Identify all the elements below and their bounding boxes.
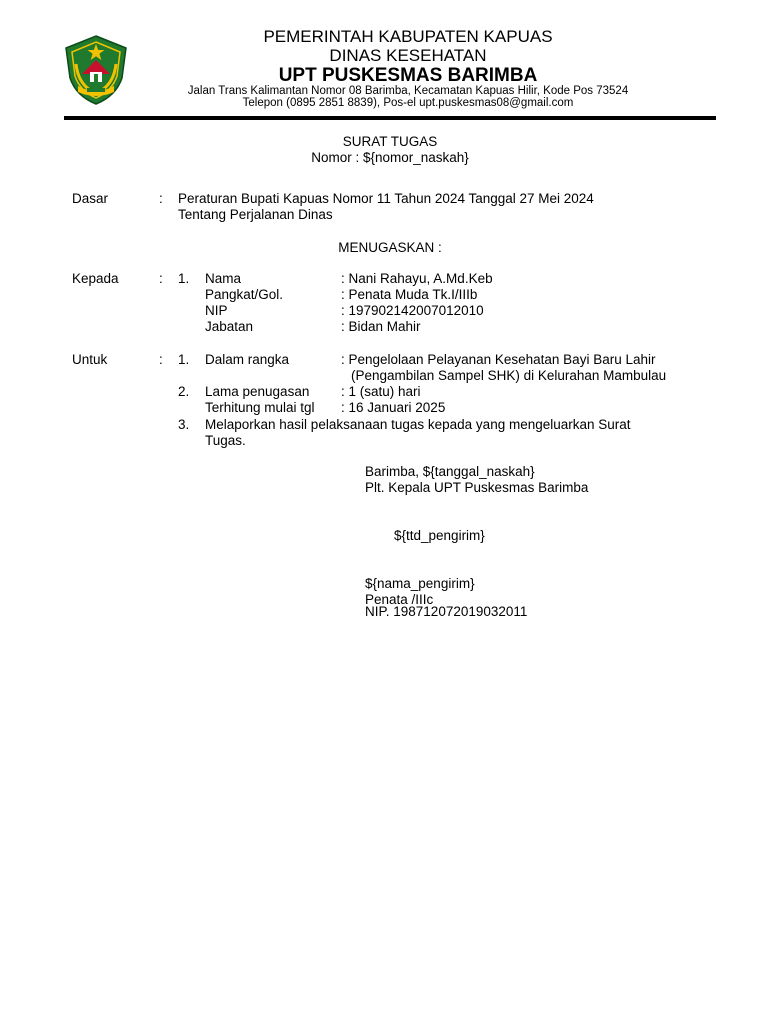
untuk-colon: : [159, 352, 163, 367]
menugaskan-heading: MENUGASKAN : [338, 240, 442, 255]
untuk-item-2-number: 2. [178, 384, 190, 399]
untuk-item-2-value: : 1 (satu) hari [341, 384, 421, 399]
signature-position: Plt. Kepala UPT Puskesmas Barimba [365, 480, 589, 495]
signature-nip: NIP. 198712072019032011 [365, 604, 528, 619]
dasar-line-2: Tentang Perjalanan Dinas [178, 207, 333, 222]
untuk-item-2b-value: : 16 Januari 2025 [341, 400, 446, 415]
untuk-item-1-key: Dalam rangka [205, 352, 290, 367]
letterhead-department: DINAS KESEHATAN [329, 46, 487, 65]
dasar-line-1: Peraturan Bupati Kapuas Nomor 11 Tahun 2024 Tanggal 27 Mei 2024 [178, 191, 594, 206]
letterhead-address: Jalan Trans Kalimantan Nomor 08 Barimba, Kecamatan Kapuas Hilir, Kode Pos 73524 [187, 85, 629, 97]
kepada-value-nip: : 197902142007012010 [341, 303, 484, 318]
kepada-key-nip: NIP [205, 303, 228, 318]
untuk-item-3-number: 3. [178, 417, 190, 432]
kepada-value-name: : Nani Rahayu, A.Md.Keb [341, 271, 493, 286]
untuk-item-1-value-line-2: (Pengambilan Sampel SHK) di Kelurahan Mambulau [351, 368, 667, 383]
signature-place-date: Barimba, ${tanggal_naskah} [365, 464, 535, 479]
kepada-key-rank: Pangkat/Gol. [205, 287, 284, 302]
kepada-value-rank: : Penata Muda Tk.I/IIIb [341, 287, 478, 302]
untuk-item-2-key: Lama penugasan [205, 384, 310, 399]
letterhead-contact: Telepon (0895 2851 8839), Pos-el upt.puskesmas08@gmail.com [242, 97, 574, 109]
letterhead-divider [64, 116, 716, 120]
untuk-item-1-value-line-1: : Pengelolaan Pelayanan Kesehatan Bayi Baru Lahir [341, 352, 656, 367]
signature-name: ${nama_pengirim} [365, 576, 475, 591]
signature-rank: Penata /IIIc [365, 592, 434, 607]
dasar-label: Dasar [72, 191, 109, 206]
signature-ttd-placeholder: ${ttd_pengirim} [394, 528, 485, 543]
untuk-item-2b-key: Terhitung mulai tgl [205, 400, 315, 415]
untuk-item-3-line-1: Melaporkan hasil pelaksanaan tugas kepada yang mengeluarkan Surat [205, 417, 631, 432]
kepada-number: 1. [178, 271, 190, 286]
letterhead-institution: UPT PUSKESMAS BARIMBA [278, 65, 538, 86]
kepada-key-name: Nama [205, 271, 242, 286]
untuk-label: Untuk [72, 352, 108, 367]
document-title: SURAT TUGAS [342, 134, 438, 149]
kepada-colon: : [159, 271, 163, 286]
kepada-key-position: Jabatan [205, 319, 254, 334]
document-number: Nomor : ${nomor_naskah} [311, 150, 469, 165]
letterhead-government: PEMERINTAH KABUPATEN KAPUAS [263, 27, 553, 46]
kepada-label: Kepada [72, 271, 119, 286]
dasar-colon: : [159, 191, 163, 206]
untuk-item-1-number: 1. [178, 352, 190, 367]
untuk-item-3-line-2: Tugas. [205, 433, 246, 448]
kepada-value-position: : Bidan Mahir [341, 319, 421, 334]
